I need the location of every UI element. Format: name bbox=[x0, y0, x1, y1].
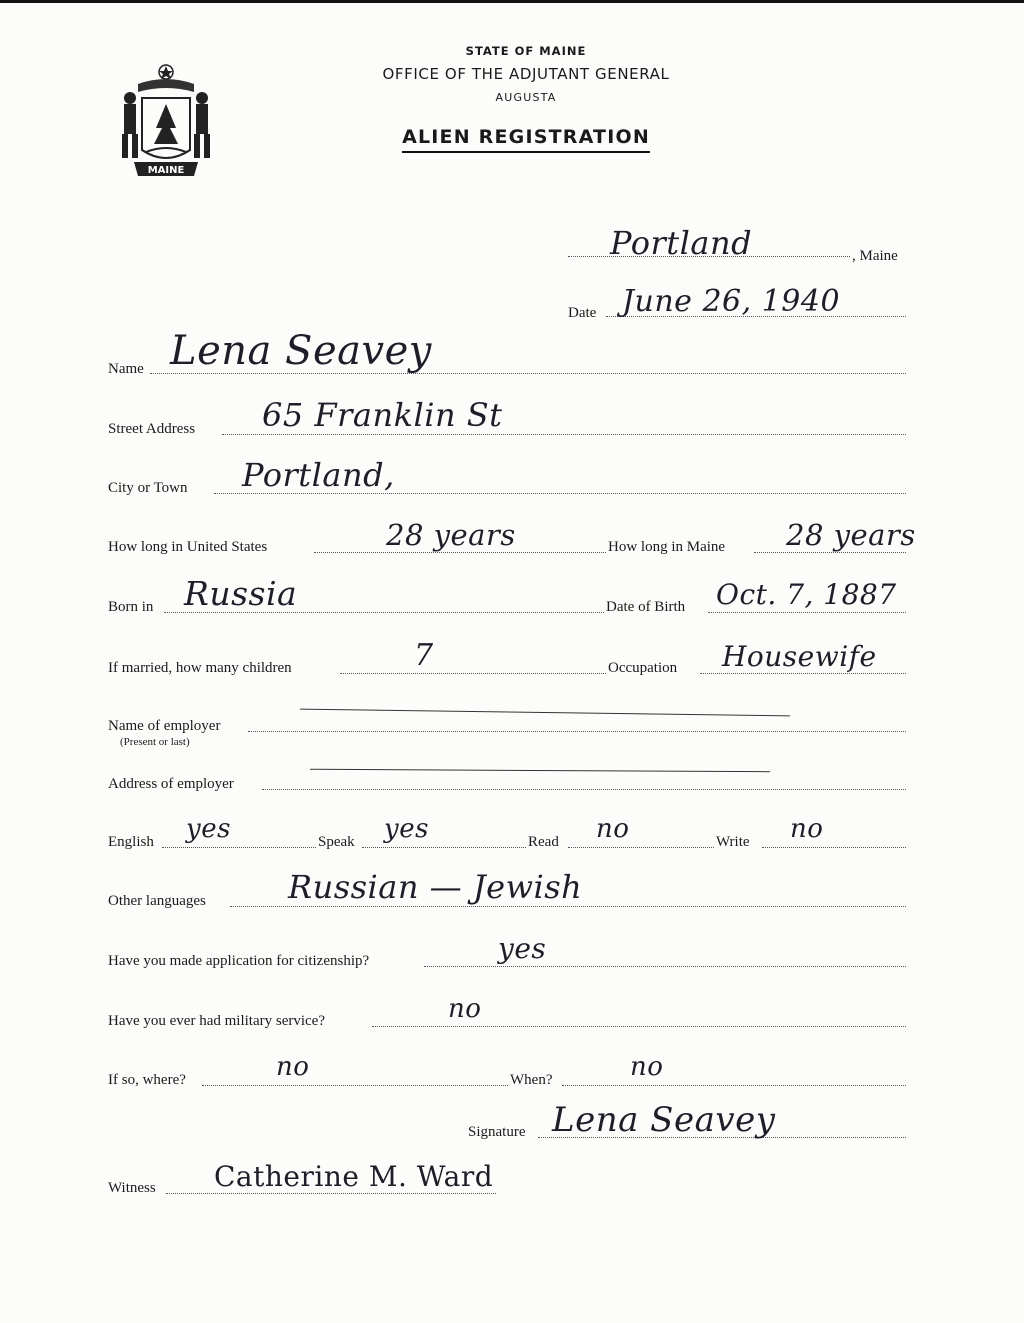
signature-label: Signature bbox=[468, 1124, 526, 1140]
speak-value[interactable]: yes bbox=[384, 814, 429, 844]
us-years-value[interactable]: 28 years bbox=[386, 518, 516, 552]
dob-value[interactable]: Oct. 7, 1887 bbox=[716, 578, 897, 611]
employer-dash bbox=[300, 709, 790, 717]
street-value[interactable]: 65 Franklin St bbox=[262, 396, 503, 434]
languages-value[interactable]: Russian — Jewish bbox=[288, 868, 583, 906]
occupation-line bbox=[700, 673, 906, 674]
military-label: Have you ever had military service? bbox=[108, 1013, 325, 1029]
born-label: Born in bbox=[108, 599, 154, 615]
born-value[interactable]: Russia bbox=[184, 574, 298, 613]
english-value[interactable]: yes bbox=[186, 814, 231, 844]
scan-edge bbox=[0, 0, 1024, 3]
write-line bbox=[762, 847, 906, 848]
form-title: ALIEN REGISTRATION bbox=[402, 126, 650, 153]
street-label: Street Address bbox=[108, 421, 196, 437]
where-label: If so, where? bbox=[108, 1072, 186, 1088]
when-line bbox=[562, 1085, 906, 1086]
maine-years-label: How long in Maine bbox=[608, 539, 726, 555]
read-value[interactable]: no bbox=[596, 814, 630, 844]
witness-label: Witness bbox=[108, 1180, 156, 1196]
city-value[interactable]: Portland, bbox=[242, 456, 395, 494]
employer-line bbox=[248, 731, 906, 732]
where-value[interactable]: no bbox=[276, 1052, 310, 1082]
us-years-label: How long in United States bbox=[108, 539, 268, 555]
date-value[interactable]: June 26, 1940 bbox=[622, 284, 841, 319]
date-label: Date bbox=[568, 305, 597, 321]
signature-value[interactable]: Lena Seavey bbox=[552, 1100, 776, 1140]
maine-years-line bbox=[754, 552, 906, 553]
where-line bbox=[202, 1085, 508, 1086]
employer-address-line bbox=[262, 789, 906, 790]
citizenship-line bbox=[424, 966, 906, 967]
us-years-line bbox=[314, 552, 606, 553]
english-label: English bbox=[108, 834, 154, 850]
speak-line bbox=[362, 847, 526, 848]
city-label: City or Town bbox=[108, 480, 188, 496]
employer-address-dash bbox=[310, 769, 770, 772]
maine-years-value[interactable]: 28 years bbox=[786, 518, 916, 552]
write-value[interactable]: no bbox=[790, 814, 824, 844]
state-heading: STATE OF MAINE bbox=[465, 44, 587, 58]
speak-label: Speak bbox=[318, 834, 355, 850]
maine-label: , Maine bbox=[852, 248, 898, 264]
citizenship-label: Have you made application for citizenship? bbox=[108, 953, 370, 969]
place-value[interactable]: Portland bbox=[610, 224, 753, 262]
when-label: When? bbox=[510, 1072, 553, 1088]
occupation-value[interactable]: Housewife bbox=[722, 640, 877, 673]
read-line bbox=[568, 847, 714, 848]
name-label: Name bbox=[108, 361, 144, 377]
name-value[interactable]: Lena Seavey bbox=[170, 328, 432, 374]
military-line bbox=[372, 1026, 906, 1027]
read-label: Read bbox=[528, 834, 559, 850]
write-label: Write bbox=[716, 834, 750, 850]
when-value[interactable]: no bbox=[630, 1052, 664, 1082]
form-header bbox=[0, 44, 1024, 153]
occupation-label: Occupation bbox=[608, 660, 678, 676]
office-heading: OFFICE OF THE ADJUTANT GENERAL bbox=[382, 65, 670, 83]
military-value[interactable]: no bbox=[448, 994, 482, 1024]
city-heading: AUGUSTA bbox=[495, 91, 557, 104]
witness-value[interactable]: Catherine M. Ward bbox=[214, 1160, 494, 1193]
languages-line bbox=[230, 906, 906, 907]
english-line bbox=[162, 847, 316, 848]
dob-line bbox=[708, 612, 906, 613]
children-line bbox=[340, 673, 606, 674]
employer-address-label: Address of employer bbox=[108, 776, 234, 792]
languages-label: Other languages bbox=[108, 893, 206, 909]
svg-text:MAINE: MAINE bbox=[147, 165, 185, 176]
street-line bbox=[222, 434, 906, 435]
employer-sublabel: (Present or last) bbox=[120, 736, 190, 748]
children-label: If married, how many children bbox=[108, 660, 292, 676]
children-value[interactable]: 7 bbox=[414, 638, 434, 673]
employer-label: Name of employer bbox=[108, 718, 221, 734]
dob-label: Date of Birth bbox=[606, 599, 686, 615]
citizenship-value[interactable]: yes bbox=[498, 932, 547, 965]
witness-line bbox=[166, 1193, 496, 1194]
